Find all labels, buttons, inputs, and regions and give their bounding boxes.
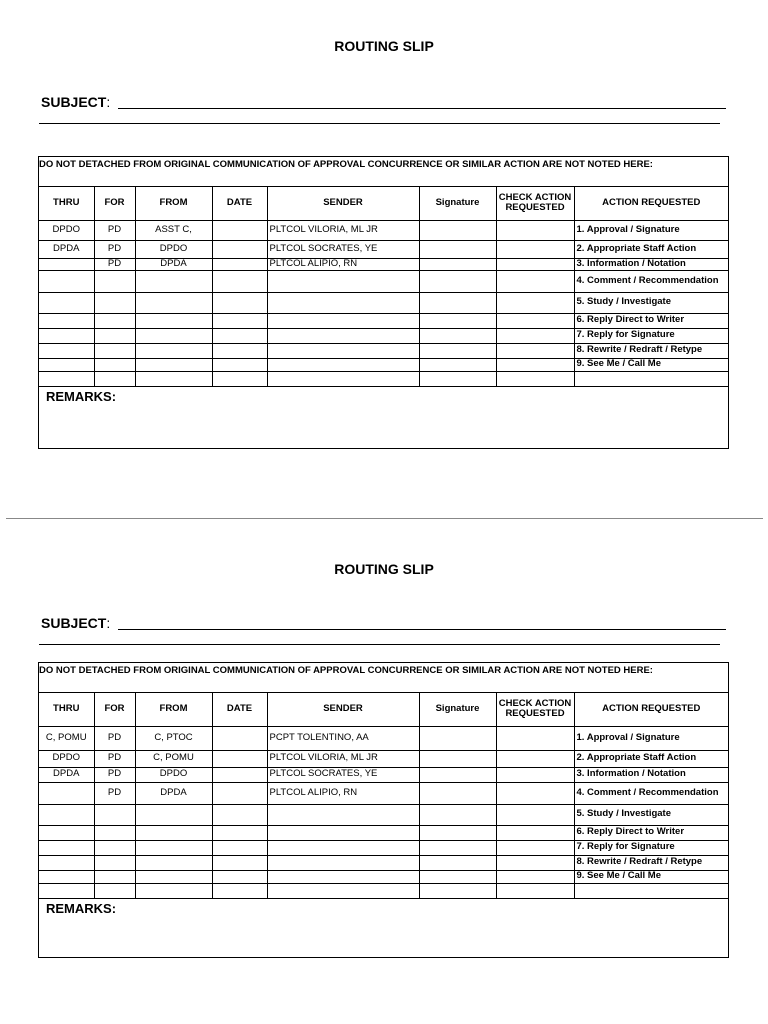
- header-thru: THRU: [39, 693, 94, 726]
- table-row: [39, 825, 728, 840]
- header-sender: SENDER: [267, 693, 419, 726]
- cell-thru: [39, 782, 94, 804]
- slip2-subject-label: SUBJECT:: [41, 615, 111, 631]
- cell-signature[interactable]: [419, 328, 496, 343]
- cell-signature[interactable]: [419, 343, 496, 358]
- cell-thru: C, POMU: [39, 726, 94, 750]
- cell-thru: [39, 870, 94, 883]
- slip2-header-row: [39, 693, 728, 726]
- cell-for: [94, 270, 135, 292]
- cell-thru: DPDA: [39, 767, 94, 782]
- cell-thru: DPDA: [39, 240, 94, 258]
- cell-for: [94, 870, 135, 883]
- table-row: [39, 726, 728, 750]
- cell-sender: PLTCOL SOCRATES, YE: [267, 767, 419, 782]
- cell-for: PD: [94, 750, 135, 767]
- cell-from: [135, 292, 212, 313]
- cell-date[interactable]: [212, 292, 267, 313]
- table-row: [39, 840, 728, 855]
- cell-check-action[interactable]: [496, 240, 574, 258]
- cell-thru: [39, 313, 94, 328]
- cell-sender: [267, 270, 419, 292]
- slip2-subject-line-1[interactable]: [118, 629, 726, 630]
- table-row: [39, 855, 728, 870]
- slip1-form: [38, 156, 729, 449]
- header-signature: Signature: [419, 187, 496, 220]
- cell-check-action[interactable]: [496, 883, 574, 898]
- cell-signature[interactable]: [419, 313, 496, 328]
- slip2-notice: DO NOT DETACHED FROM ORIGINAL COMMUNICATION OF APPROVAL CONCURRENCE OR SIMILAR ACTION ARE NOT NOTED HERE:: [39, 663, 728, 693]
- table-row: [39, 767, 728, 782]
- slip1-subject-line-2[interactable]: [39, 123, 720, 124]
- cell-sender: [267, 343, 419, 358]
- cell-date[interactable]: [212, 726, 267, 750]
- cell-check-action[interactable]: [496, 840, 574, 855]
- cell-thru: [39, 270, 94, 292]
- cell-check-action[interactable]: [496, 726, 574, 750]
- cell-action-requested: 1. Approval / Signature: [574, 726, 728, 750]
- cell-for: PD: [94, 782, 135, 804]
- table-row: [39, 371, 728, 386]
- cell-check-action[interactable]: [496, 855, 574, 870]
- cell-sender: PCPT TOLENTINO, AA: [267, 726, 419, 750]
- cell-signature[interactable]: [419, 240, 496, 258]
- header-thru: THRU: [39, 187, 94, 220]
- cell-check-action[interactable]: [496, 870, 574, 883]
- cell-action-requested: 5. Study / Investigate: [574, 804, 728, 825]
- cell-date[interactable]: [212, 840, 267, 855]
- cell-signature[interactable]: [419, 870, 496, 883]
- header-date: DATE: [212, 187, 267, 220]
- cell-signature[interactable]: [419, 767, 496, 782]
- cell-date[interactable]: [212, 220, 267, 240]
- cell-for: PD: [94, 220, 135, 240]
- cell-for: [94, 804, 135, 825]
- table-row: [39, 220, 728, 240]
- cell-check-action[interactable]: [496, 313, 574, 328]
- slip1-table: [39, 187, 728, 387]
- cell-sender: [267, 855, 419, 870]
- cell-date[interactable]: [212, 313, 267, 328]
- cell-from: [135, 883, 212, 898]
- cell-signature[interactable]: [419, 750, 496, 767]
- slip1-subject-label: SUBJECT:: [41, 94, 111, 110]
- cell-sender: PLTCOL SOCRATES, YE: [267, 240, 419, 258]
- cell-signature[interactable]: [419, 358, 496, 371]
- header-check-action: CHECK ACTION REQUESTED: [496, 187, 574, 220]
- cell-check-action[interactable]: [496, 292, 574, 313]
- header-sender: SENDER: [267, 187, 419, 220]
- cell-sender: PLTCOL VILORIA, ML JR: [267, 220, 419, 240]
- cell-thru: [39, 258, 94, 270]
- cell-check-action[interactable]: [496, 767, 574, 782]
- cell-from: C, POMU: [135, 750, 212, 767]
- cell-date[interactable]: [212, 767, 267, 782]
- cell-action-requested: 2. Appropriate Staff Action: [574, 240, 728, 258]
- cell-sender: [267, 840, 419, 855]
- cell-from: [135, 358, 212, 371]
- cell-signature[interactable]: [419, 258, 496, 270]
- cell-date[interactable]: [212, 343, 267, 358]
- cell-from: [135, 371, 212, 386]
- cell-sender: [267, 870, 419, 883]
- cell-for: [94, 343, 135, 358]
- cell-action-requested: [574, 371, 728, 386]
- cell-thru: [39, 371, 94, 386]
- slip1-subject-line-1[interactable]: [118, 108, 726, 109]
- cell-check-action[interactable]: [496, 804, 574, 825]
- cell-date[interactable]: [212, 258, 267, 270]
- cell-sender: [267, 292, 419, 313]
- cell-check-action[interactable]: [496, 782, 574, 804]
- cell-for: [94, 855, 135, 870]
- slip2-body: [39, 726, 728, 898]
- cell-date[interactable]: [212, 270, 267, 292]
- cell-signature[interactable]: [419, 883, 496, 898]
- header-from: FROM: [135, 187, 212, 220]
- cell-check-action[interactable]: [496, 220, 574, 240]
- cell-date[interactable]: [212, 240, 267, 258]
- header-action-requested: ACTION REQUESTED: [574, 693, 728, 726]
- cell-check-action[interactable]: [496, 258, 574, 270]
- cell-action-requested: 4. Comment / Recommendation: [574, 270, 728, 292]
- cell-thru: [39, 840, 94, 855]
- cell-check-action[interactable]: [496, 358, 574, 371]
- cell-check-action[interactable]: [496, 750, 574, 767]
- header-signature: Signature: [419, 693, 496, 726]
- cell-date[interactable]: [212, 750, 267, 767]
- slip2-remarks-label: REMARKS:: [46, 900, 117, 916]
- header-check-action: CHECK ACTION REQUESTED: [496, 693, 574, 726]
- cell-from: [135, 804, 212, 825]
- table-row: [39, 292, 728, 313]
- cell-sender: PLTCOL VILORIA, ML JR: [267, 750, 419, 767]
- cell-for: PD: [94, 726, 135, 750]
- slip2-table: [39, 693, 728, 899]
- cell-check-action[interactable]: [496, 371, 574, 386]
- cell-from: DPDA: [135, 782, 212, 804]
- cell-action-requested: [574, 883, 728, 898]
- cell-signature[interactable]: [419, 825, 496, 840]
- cell-for: [94, 292, 135, 313]
- cell-thru: [39, 855, 94, 870]
- cell-action-requested: 3. Information / Notation: [574, 767, 728, 782]
- cell-thru: [39, 358, 94, 371]
- cell-for: [94, 883, 135, 898]
- header-date: DATE: [212, 693, 267, 726]
- cell-date[interactable]: [212, 870, 267, 883]
- slip2-form: [38, 662, 729, 958]
- cell-sender: [267, 825, 419, 840]
- cell-signature[interactable]: [419, 726, 496, 750]
- cell-thru: [39, 343, 94, 358]
- header-for: FOR: [94, 693, 135, 726]
- table-row: [39, 258, 728, 270]
- cell-date[interactable]: [212, 782, 267, 804]
- cell-check-action[interactable]: [496, 343, 574, 358]
- cell-signature[interactable]: [419, 855, 496, 870]
- table-row: [39, 313, 728, 328]
- page-separator: [6, 518, 763, 519]
- cell-action-requested: 4. Comment / Recommendation: [574, 782, 728, 804]
- header-for: FOR: [94, 187, 135, 220]
- table-row: [39, 782, 728, 804]
- cell-action-requested: 9. See Me / Call Me: [574, 358, 728, 371]
- cell-for: [94, 825, 135, 840]
- cell-date[interactable]: [212, 358, 267, 371]
- cell-for: PD: [94, 258, 135, 270]
- cell-signature[interactable]: [419, 292, 496, 313]
- cell-action-requested: 7. Reply for Signature: [574, 328, 728, 343]
- cell-from: [135, 270, 212, 292]
- cell-action-requested: 8. Rewrite / Redraft / Retype: [574, 343, 728, 358]
- cell-action-requested: 8. Rewrite / Redraft / Retype: [574, 855, 728, 870]
- cell-for: [94, 371, 135, 386]
- cell-from: DPDO: [135, 767, 212, 782]
- table-row: [39, 870, 728, 883]
- cell-from: [135, 840, 212, 855]
- cell-for: [94, 358, 135, 371]
- cell-thru: DPDO: [39, 220, 94, 240]
- slip1-body: [39, 220, 728, 386]
- table-row: [39, 804, 728, 825]
- cell-thru: [39, 883, 94, 898]
- cell-date[interactable]: [212, 883, 267, 898]
- cell-action-requested: 5. Study / Investigate: [574, 292, 728, 313]
- cell-for: [94, 313, 135, 328]
- cell-from: [135, 313, 212, 328]
- cell-sender: [267, 804, 419, 825]
- cell-date[interactable]: [212, 804, 267, 825]
- cell-for: PD: [94, 240, 135, 258]
- cell-signature[interactable]: [419, 840, 496, 855]
- slip1-remarks-label: REMARKS:: [46, 388, 117, 404]
- cell-action-requested: 2. Appropriate Staff Action: [574, 750, 728, 767]
- cell-sender: [267, 328, 419, 343]
- cell-thru: DPDO: [39, 750, 94, 767]
- table-row: [39, 358, 728, 371]
- cell-action-requested: 6. Reply Direct to Writer: [574, 313, 728, 328]
- cell-from: [135, 825, 212, 840]
- cell-signature[interactable]: [419, 270, 496, 292]
- cell-date[interactable]: [212, 825, 267, 840]
- header-action-requested: ACTION REQUESTED: [574, 187, 728, 220]
- cell-thru: [39, 825, 94, 840]
- table-row: [39, 883, 728, 898]
- cell-check-action[interactable]: [496, 825, 574, 840]
- cell-thru: [39, 328, 94, 343]
- table-row: [39, 750, 728, 767]
- cell-thru: [39, 804, 94, 825]
- table-row: [39, 328, 728, 343]
- cell-action-requested: 3. Information / Notation: [574, 258, 728, 270]
- table-row: [39, 343, 728, 358]
- cell-check-action[interactable]: [496, 270, 574, 292]
- cell-from: C, PTOC: [135, 726, 212, 750]
- cell-from: DPDO: [135, 240, 212, 258]
- cell-date[interactable]: [212, 328, 267, 343]
- cell-for: [94, 328, 135, 343]
- cell-for: PD: [94, 767, 135, 782]
- cell-date[interactable]: [212, 371, 267, 386]
- cell-signature[interactable]: [419, 371, 496, 386]
- cell-signature[interactable]: [419, 782, 496, 804]
- cell-from: DPDA: [135, 258, 212, 270]
- cell-action-requested: 6. Reply Direct to Writer: [574, 825, 728, 840]
- cell-signature[interactable]: [419, 220, 496, 240]
- cell-from: [135, 855, 212, 870]
- cell-action-requested: 1. Approval / Signature: [574, 220, 728, 240]
- cell-sender: [267, 883, 419, 898]
- cell-signature[interactable]: [419, 804, 496, 825]
- cell-date[interactable]: [212, 855, 267, 870]
- cell-from: [135, 328, 212, 343]
- slip2-subject-line-2[interactable]: [39, 644, 720, 645]
- slip1-header-row: [39, 187, 728, 220]
- cell-action-requested: 9. See Me / Call Me: [574, 870, 728, 883]
- cell-thru: [39, 292, 94, 313]
- cell-sender: PLTCOL ALIPIO, RN: [267, 782, 419, 804]
- cell-from: ASST C,: [135, 220, 212, 240]
- cell-from: [135, 343, 212, 358]
- cell-action-requested: 7. Reply for Signature: [574, 840, 728, 855]
- cell-from: [135, 870, 212, 883]
- slip1-notice: DO NOT DETACHED FROM ORIGINAL COMMUNICATION OF APPROVAL CONCURRENCE OR SIMILAR ACTION ARE NOT NOTED HERE:: [39, 157, 728, 187]
- cell-check-action[interactable]: [496, 328, 574, 343]
- table-row: [39, 240, 728, 258]
- slip2-title: ROUTING SLIP: [334, 561, 434, 577]
- cell-sender: [267, 371, 419, 386]
- cell-sender: [267, 358, 419, 371]
- cell-sender: [267, 313, 419, 328]
- cell-for: [94, 840, 135, 855]
- slip1-title: ROUTING SLIP: [334, 38, 434, 54]
- header-from: FROM: [135, 693, 212, 726]
- cell-sender: PLTCOL ALIPIO, RN: [267, 258, 419, 270]
- table-row: [39, 270, 728, 292]
